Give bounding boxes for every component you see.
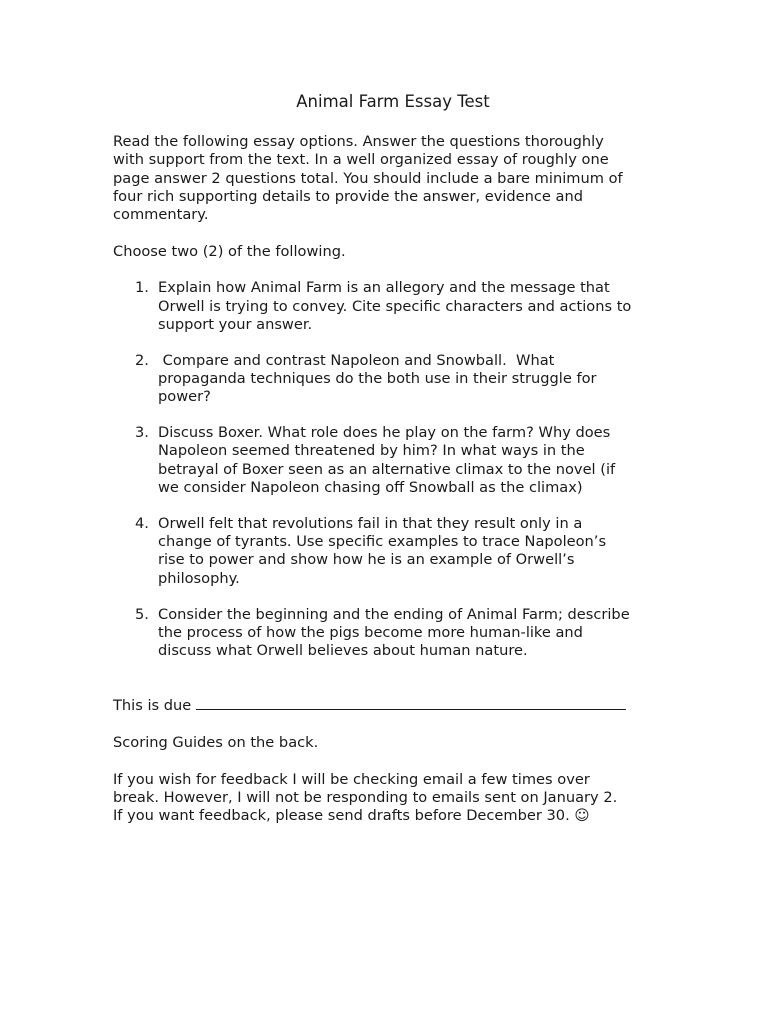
question-line: the process of how the pigs become more human-like and: [158, 623, 583, 641]
intro-line: commentary.: [113, 206, 209, 224]
question-number: 5.: [135, 605, 149, 623]
intro-line: with support from the text. In a well organized essay of roughly one: [113, 151, 609, 169]
question-line: philosophy.: [158, 569, 240, 587]
question-item: [113, 515, 673, 588]
scoring-note: Scoring Guides on the back.: [113, 734, 319, 752]
document-page: [113, 91, 673, 844]
feedback-line: If you wish for feedback I will be checking email a few times over: [113, 770, 590, 788]
question-line: Discuss Boxer. What role does he play on the farm? Why does: [158, 424, 611, 442]
question-line: Orwell felt that revolutions fail in that they result only in a: [158, 514, 583, 532]
question-line: Consider the beginning and the ending of Animal Farm; describe: [158, 605, 630, 623]
question-line: betrayal of Boxer seen as an alternative climax to the novel (if: [158, 460, 616, 478]
question-line: Napoleon seemed threatened by him? In what ways in the: [158, 442, 585, 460]
question-line: Explain how Animal Farm is an allegory and the message that: [158, 279, 610, 297]
document-title: Animal Farm Essay Test: [296, 92, 490, 111]
intro-line: four rich supporting details to provide the answer, evidence and: [113, 187, 583, 205]
question-item: [113, 352, 673, 407]
question-line: Compare and contrast Napoleon and Snowball. What: [158, 351, 555, 369]
question-line: power?: [158, 388, 211, 406]
question-number: 4.: [135, 514, 149, 532]
question-line: we consider Napoleon chasing off Snowball as the climax): [158, 479, 583, 497]
choose-instruction: Choose two (2) of the following.: [113, 242, 346, 260]
feedback-line: If you want feedback, please send drafts before December 30. ☺: [113, 807, 590, 825]
feedback-paragraph: [113, 771, 673, 826]
question-number: 2.: [135, 351, 149, 369]
intro-line: page answer 2 questions total. You should include a bare minimum of: [113, 169, 623, 187]
due-date-row: [113, 695, 673, 715]
question-line: discuss what Orwell believes about human nature.: [158, 642, 528, 660]
question-line: Orwell is trying to convey. Cite specific characters and actions to: [158, 297, 632, 315]
question-number: 1.: [135, 279, 149, 297]
question-item: [113, 606, 673, 661]
intro-paragraph: [113, 133, 673, 224]
question-item: [113, 279, 673, 334]
question-line: support your answer.: [158, 315, 313, 333]
question-item: [113, 424, 673, 497]
question-list: [113, 279, 673, 660]
question-number: 3.: [135, 424, 149, 442]
question-line: propaganda techniques do the both use in their struggle for: [158, 370, 597, 388]
due-date-blank-line: [196, 695, 626, 710]
intro-line: Read the following essay options. Answer the questions thoroughly: [113, 133, 604, 150]
question-line: rise to power and show how he is an example of Orwell’s: [158, 551, 575, 569]
feedback-line: break. However, I will not be responding to emails sent on January 2.: [113, 788, 618, 806]
question-line: change of tyrants. Use specific examples to trace Napoleon’s: [158, 533, 607, 551]
due-label: This is due: [113, 697, 192, 715]
